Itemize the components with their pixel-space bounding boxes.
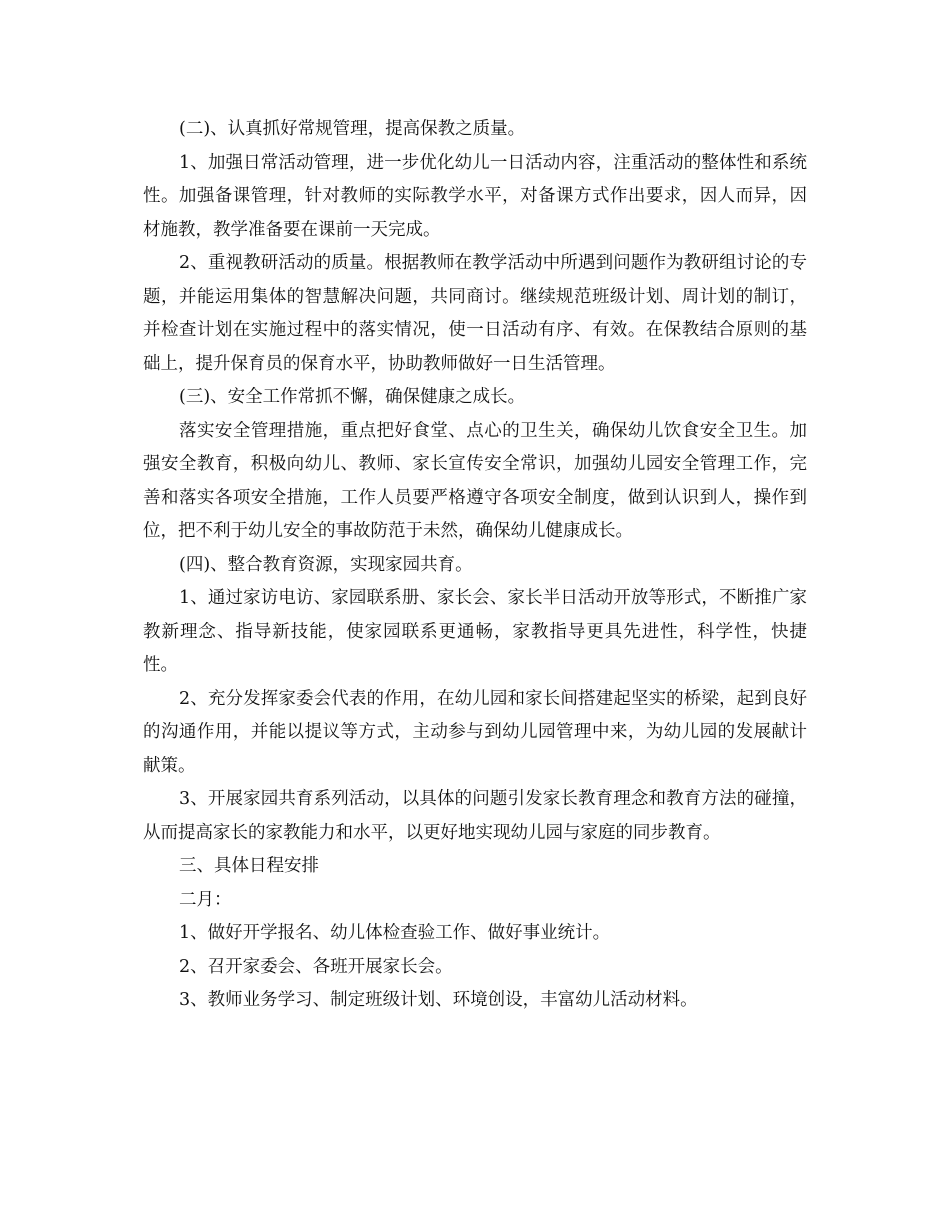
schedule-item-2: 2、召开家委会、各班开展家长会。: [179, 956, 453, 977]
section-heading-education-resources: (四)、整合教育资源，实现家园共育。: [179, 554, 473, 575]
paragraph-co-education-activities: 3、开展家园共育系列活动，以具体的问题引发家长教育理念和教育方法的碰撞，从而提高家长的家教能力和水平，以更好地实现幼儿园与家庭的同步教育。: [143, 789, 807, 843]
paragraph-teaching-research-quality: 2、重视教研活动的质量。根据教师在教学活动中所遇到问题作为教研组讨论的专题，并能运用集体的智慧解决问题，共同商讨。继续规范班级计划、周计划的制订，并检查计划在实施过程中的落实情况，使一日活动有序、有效。在保教结合原则的基础上，提升保育员的保育水平，协助教师做好一日生活管理。: [143, 253, 807, 374]
paragraph-daily-activity-management: 1、加强日常活动管理，进一步优化幼儿一日活动内容，注重活动的整体性和系统性。加强备课管理，针对教师的实际教学水平，对备课方式作出要求，因人而异，因材施教，教学准备要在课前一天完成。: [143, 152, 807, 240]
section-heading-routine-management: (二)、认真抓好常规管理，提高保教之质量。: [179, 119, 526, 139]
month-heading-february: 二月：: [179, 889, 232, 910]
paragraph-home-school-contact: 1、通过家访电访、家园联系册、家长会、家长半日活动开放等形式，不断推广家教新理念、指导新技能，使家园联系更通畅，家教指导更具先进性，科学性，快捷性。: [143, 588, 807, 675]
paragraph-parent-committee: 2、充分发挥家委会代表的作用，在幼儿园和家长间搭建起坚实的桥梁，起到良好的沟通作用，并能以提议等方式，主动参与到幼儿园管理中来，为幼儿园的发展献计献策。: [143, 688, 807, 776]
schedule-item-3: 3、教师业务学习、制定班级计划、环境创设，丰富幼儿活动材料。: [179, 990, 698, 1010]
document-body: [143, 113, 807, 1018]
paragraph-safety-measures: 落实安全管理措施，重点把好食堂、点心的卫生关，确保幼儿饮食安全卫生。加强安全教育，积极向幼儿、教师、家长宣传安全常识，加强幼儿园安全管理工作，完善和落实各项安全措施，工作人员要严格遵守各项安全制度，做到认识到人，操作到位，把不利于幼儿安全的事故防范于未然，确保幼儿健康成长。: [143, 420, 807, 541]
section-heading-schedule: 三、具体日程安排: [179, 856, 319, 876]
section-heading-safety-work: (三)、安全工作常抓不懈，确保健康之成长。: [179, 387, 526, 407]
schedule-item-1: 1、做好开学报名、幼儿体检查验工作、做好事业统计。: [179, 923, 611, 943]
